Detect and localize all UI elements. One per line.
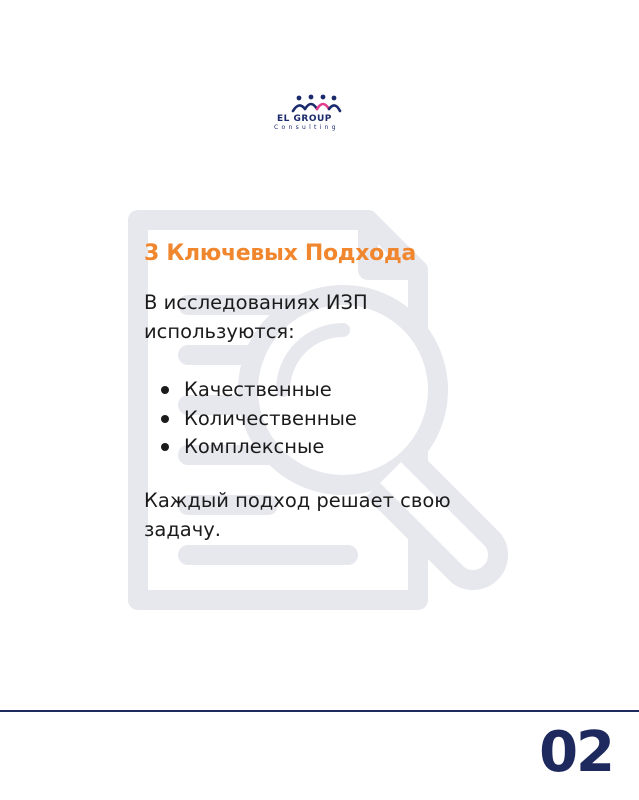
- page-number: 02: [539, 720, 613, 785]
- list-item: [144, 376, 357, 405]
- bullet-icon: [161, 443, 169, 451]
- footer-divider: [0, 710, 639, 712]
- bullet-icon: [161, 386, 169, 394]
- outro-text: Каждый подход решает свою задачу.: [144, 489, 451, 541]
- list-item: [144, 433, 357, 462]
- approach-list: [144, 376, 357, 462]
- list-item-label: Количественные: [184, 406, 357, 430]
- list-item-label: Качественные: [184, 378, 332, 401]
- bullet-icon: [161, 415, 169, 423]
- list-item: [144, 405, 357, 434]
- logo: [270, 93, 370, 137]
- logo-brand-name: EL GROUP: [277, 114, 332, 124]
- intro-text: В исследованиях ИЗП используются:: [144, 291, 368, 343]
- people-logo-icon: [290, 93, 342, 115]
- logo-subtitle: Consulting: [274, 124, 339, 131]
- list-item-label: Комплексные: [184, 435, 325, 458]
- slide-title: 3 Ключевых Подхода: [144, 241, 416, 266]
